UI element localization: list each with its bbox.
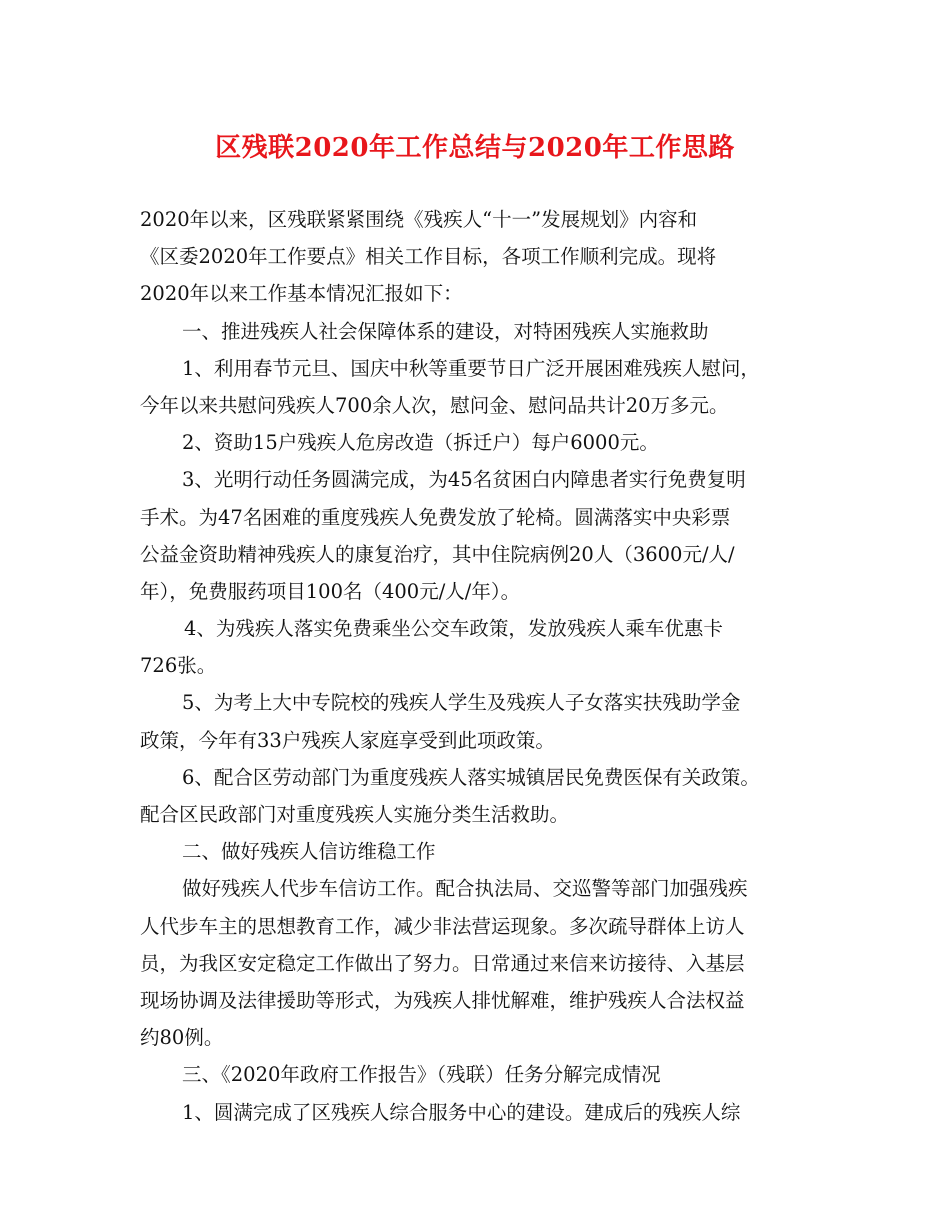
body-line: 2、资助15户残疾人危房改造（拆迁户）每户6000元。	[182, 431, 659, 455]
body-line: 6、配合区劳动部门为重度残疾人落实城镇居民免费医保有关政策。	[182, 765, 760, 789]
section-heading: 一、推进残疾人社会保障体系的建设，对特困残疾人实施救助	[182, 319, 709, 343]
body-line: 1、利用春节元旦、国庆中秋等重要节日广泛开展困难残疾人慰问，	[182, 356, 760, 380]
section-heading: 三、《2020年政府工作报告》（残联）任务分解完成情况	[182, 1063, 661, 1087]
document-body	[140, 201, 820, 1131]
body-line: 2020年以来，区残联紧紧围绕《残疾人“十一”发展规划》内容和	[140, 208, 698, 231]
body-line: 手术。为47名困难的重度残疾人免费发放了轮椅。圆满落实中央彩票	[140, 505, 731, 529]
body-line: 3、光明行动任务圆满完成，为45名贫困白内障患者实行免费复明	[182, 468, 746, 492]
body-line: 2020年以来工作基本情况汇报如下：	[140, 282, 463, 306]
body-line: 726张。	[140, 654, 217, 678]
body-line: 约80例。	[140, 1026, 224, 1050]
body-line: 5、为考上大中专院校的残疾人学生及残疾人子女落实扶残助学金	[182, 691, 741, 715]
body-line: 人代步车主的思想教育工作，减少非法营运现象。多次疏导群体上访人	[140, 914, 745, 938]
body-line: 做好残疾人代步车信访工作。配合执法局、交巡警等部门加强残疾	[182, 877, 748, 901]
body-line: 现场协调及法律援助等形式，为残疾人排忧解难，维护残疾人合法权益	[140, 988, 745, 1012]
body-line: 《区委2020年工作要点》相关工作目标，各项工作顺利完成。现将	[140, 245, 717, 269]
body-line: 4、为残疾人落实免费乘坐公交车政策，发放残疾人乘车优惠卡	[184, 617, 723, 641]
section-heading: 二、做好残疾人信访维稳工作	[182, 840, 436, 864]
body-line: 员，为我区安定稳定工作做出了努力。日常通过来信来访接待、入基层	[140, 951, 745, 975]
body-line: 今年以来共慰问残疾人700余人次，慰问金、慰问品共计20万多元。	[140, 393, 729, 417]
body-line: 配合区民政部门对重度残疾人实施分类生活救助。	[140, 803, 570, 826]
body-line: 政策，今年有33户残疾人家庭享受到此项政策。	[140, 728, 555, 752]
body-line: 公益金资助精神残疾人的康复治疗，其中住院病例20人（3600元/人/	[140, 542, 735, 566]
body-line: 1、圆满完成了区残疾人综合服务中心的建设。建成后的残疾人综	[182, 1100, 741, 1124]
body-line: 年），免费服药项目100名（400元/人/年）。	[140, 579, 521, 603]
document-title: 区残联2020年工作总结与2020年工作思路	[215, 133, 735, 163]
